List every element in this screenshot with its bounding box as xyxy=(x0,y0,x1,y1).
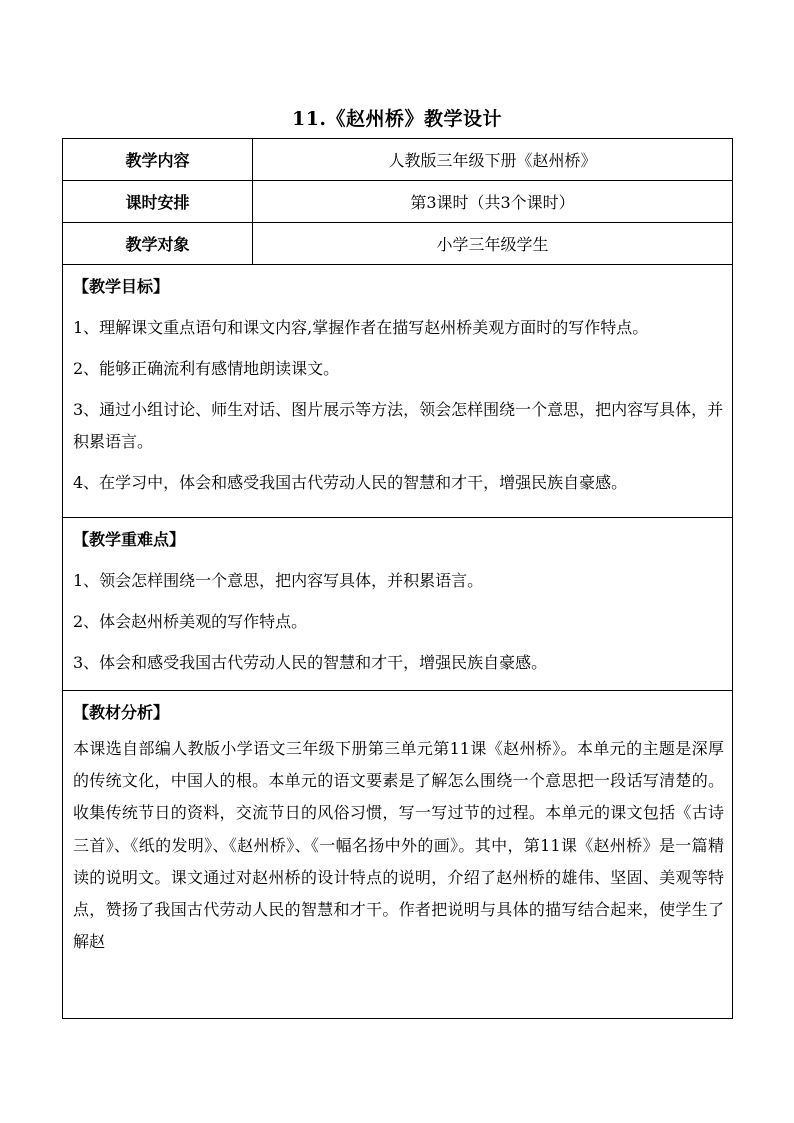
analysis-paragraph: 本课选自部编人教版小学语文三年级下册第三单元第11课《赵州桥》。本单元的主题是深厚的传统文化，中国人的根。本单元的语文要素是了解怎么围绕一个意思把一段话写清楚的。收集传统节日的资料，交流节日的风俗习惯，写一写过节的过程。本单元的课文包括《古诗三首》、《纸的发明》、《赵州桥》、《一幅名扬中外的画》。其中，第11课《赵州桥》是一篇精读的说明文。课文通过对赵州桥的设计特点的说明，介绍了赵州桥的雄伟、坚固、美观等特点，赞扬了我国古代劳动人民的智慧和才干。作者把说明与具体的描写结合起来，使学生了解赵 xyxy=(73,739,724,952)
info-value: 小学三年级学生 xyxy=(253,223,733,265)
list-item: 3、通过小组讨论、师生对话、图片展示等方法，领会怎样围绕一个意思，把内容写具体，并积累语言。 xyxy=(73,400,724,451)
list-item: 2、体会赵州桥美观的写作特点。 xyxy=(73,612,308,631)
section-heading: 【教学目标】 xyxy=(73,277,170,296)
section-heading: 【教学重难点】 xyxy=(73,530,186,549)
objectives-section xyxy=(63,265,733,518)
list-item: 2、能够正确流利有感情地朗读课文。 xyxy=(73,359,340,378)
section-heading: 【教材分析】 xyxy=(73,703,170,722)
info-label: 教学对象 xyxy=(63,223,253,265)
info-label: 课时安排 xyxy=(63,181,253,223)
list-item: 4、在学习中，体会和感受我国古代劳动人民的智慧和才干，增强民族自豪感。 xyxy=(73,473,628,492)
analysis-section xyxy=(63,691,733,1019)
info-value: 第3课时（共3个课时） xyxy=(253,181,733,223)
list-item: 1、领会怎样围绕一个意思，把内容写具体，并积累语言。 xyxy=(73,571,484,590)
info-value: 人教版三年级下册《赵州桥》 xyxy=(253,139,733,181)
info-row-audience xyxy=(63,223,733,265)
document-title: 11.《赵州桥》教学设计 xyxy=(291,108,503,130)
info-label: 教学内容 xyxy=(63,139,253,181)
list-item: 3、体会和感受我国古代劳动人民的智慧和才干，增强民族自豪感。 xyxy=(73,653,548,672)
key-points-section xyxy=(63,518,733,691)
info-row-schedule xyxy=(63,181,733,223)
lesson-plan-table xyxy=(62,138,733,1019)
list-item: 1、理解课文重点语句和课文内容,掌握作者在描写赵州桥美观方面时的写作特点。 xyxy=(73,318,649,337)
info-row-content xyxy=(63,139,733,181)
